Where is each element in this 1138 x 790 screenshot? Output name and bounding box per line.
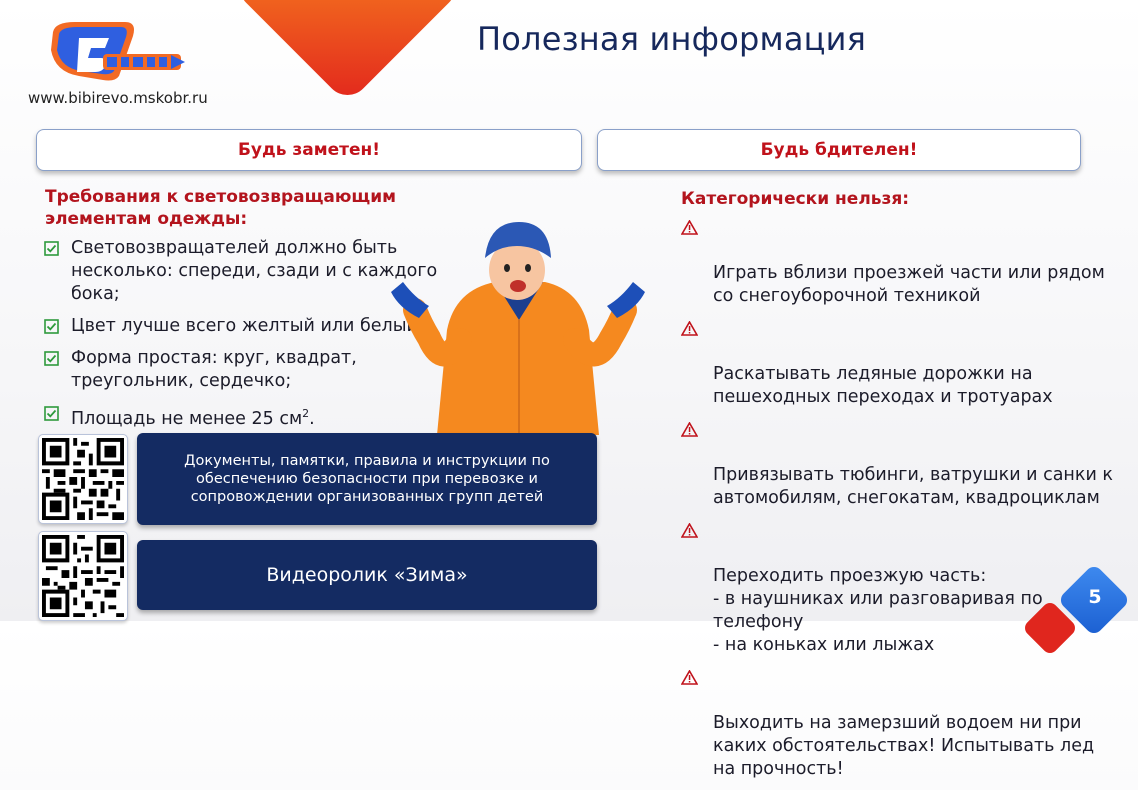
list-item-text: Играть вблизи проезжей части или рядом со снегоуборочной техникой: [713, 263, 1105, 306]
list-item-text: Привязывать тюбинги, ватрушки и санки к автомобилям, снегокатам, квадроциклам: [713, 465, 1113, 508]
list-item-text: Световозвращателей должно быть несколько: спереди, сзади и с каждого бока;: [71, 238, 438, 304]
requirements-title: Требования к световозвращающим элементам одежды:: [45, 187, 397, 229]
page-number: 5: [1088, 586, 1102, 608]
qr-code-video[interactable]: [38, 531, 128, 621]
checkbox-icon: [44, 241, 59, 256]
list-item-period: .: [309, 408, 315, 429]
section-header-visible: Будь заметен!: [36, 129, 582, 171]
video-link-button[interactable]: [137, 540, 597, 610]
decorative-diamond: [231, 0, 464, 104]
superscript: 2: [302, 407, 310, 420]
warning-icon: [681, 321, 698, 336]
warning-icon: [681, 422, 698, 437]
school-logo[interactable]: [45, 20, 195, 82]
documents-link-button[interactable]: [137, 433, 597, 525]
site-url-link[interactable]: www.bibirevo.mskobr.ru: [28, 89, 208, 107]
qr-code-icon: [42, 535, 124, 617]
warning-icon: [681, 670, 698, 685]
list-item-text: Раскатывать ледяные дорожки на пешеходных переходах и тротуарах: [713, 364, 1053, 407]
checkbox-icon: [44, 406, 59, 421]
list-item: [44, 402, 444, 431]
list-item-text: Выходить на замерзший водоем ни при каких обстоятельствах! Испытывать лед на прочность!: [713, 713, 1095, 779]
list-item-text: Форма простая: круг, квадрат, треугольник, сердечко;: [71, 348, 357, 391]
list-item: [44, 315, 444, 338]
list-item-text: Цвет лучше всего желтый или белый;: [71, 316, 424, 336]
prohibited-list: [681, 216, 1121, 790]
list-item: [44, 347, 444, 393]
list-item: [681, 666, 1121, 781]
prohibited-title: Категорически нельзя:: [681, 189, 910, 209]
list-item: [681, 216, 1121, 308]
page-title: Полезная информация: [477, 20, 867, 58]
warning-icon: [681, 220, 698, 235]
boy-illustration: [385, 220, 650, 435]
requirements-list: [44, 237, 444, 440]
qr-code-icon: [42, 438, 124, 520]
list-item: [681, 418, 1121, 510]
qr-code-docs[interactable]: [38, 434, 128, 524]
checkbox-icon: [44, 351, 59, 366]
list-item-text: Площадь не менее 25 см: [71, 408, 303, 429]
list-item: [681, 317, 1121, 409]
section-header-vigilant: Будь бдителен!: [597, 129, 1081, 171]
documents-link-label: Документы, памятки, правила и инструкции по обеспечению безопасности при перевозке и сопровождении организованных групп детей: [184, 453, 550, 505]
list-item: [44, 237, 444, 306]
warning-icon: [681, 523, 698, 538]
checkbox-icon: [44, 319, 59, 334]
video-link-label: Видеоролик «Зима»: [266, 564, 468, 586]
list-item-text: Переходить проезжую часть: - в наушниках или разговаривая по телефону - на коньках или лыжах: [713, 566, 1043, 655]
